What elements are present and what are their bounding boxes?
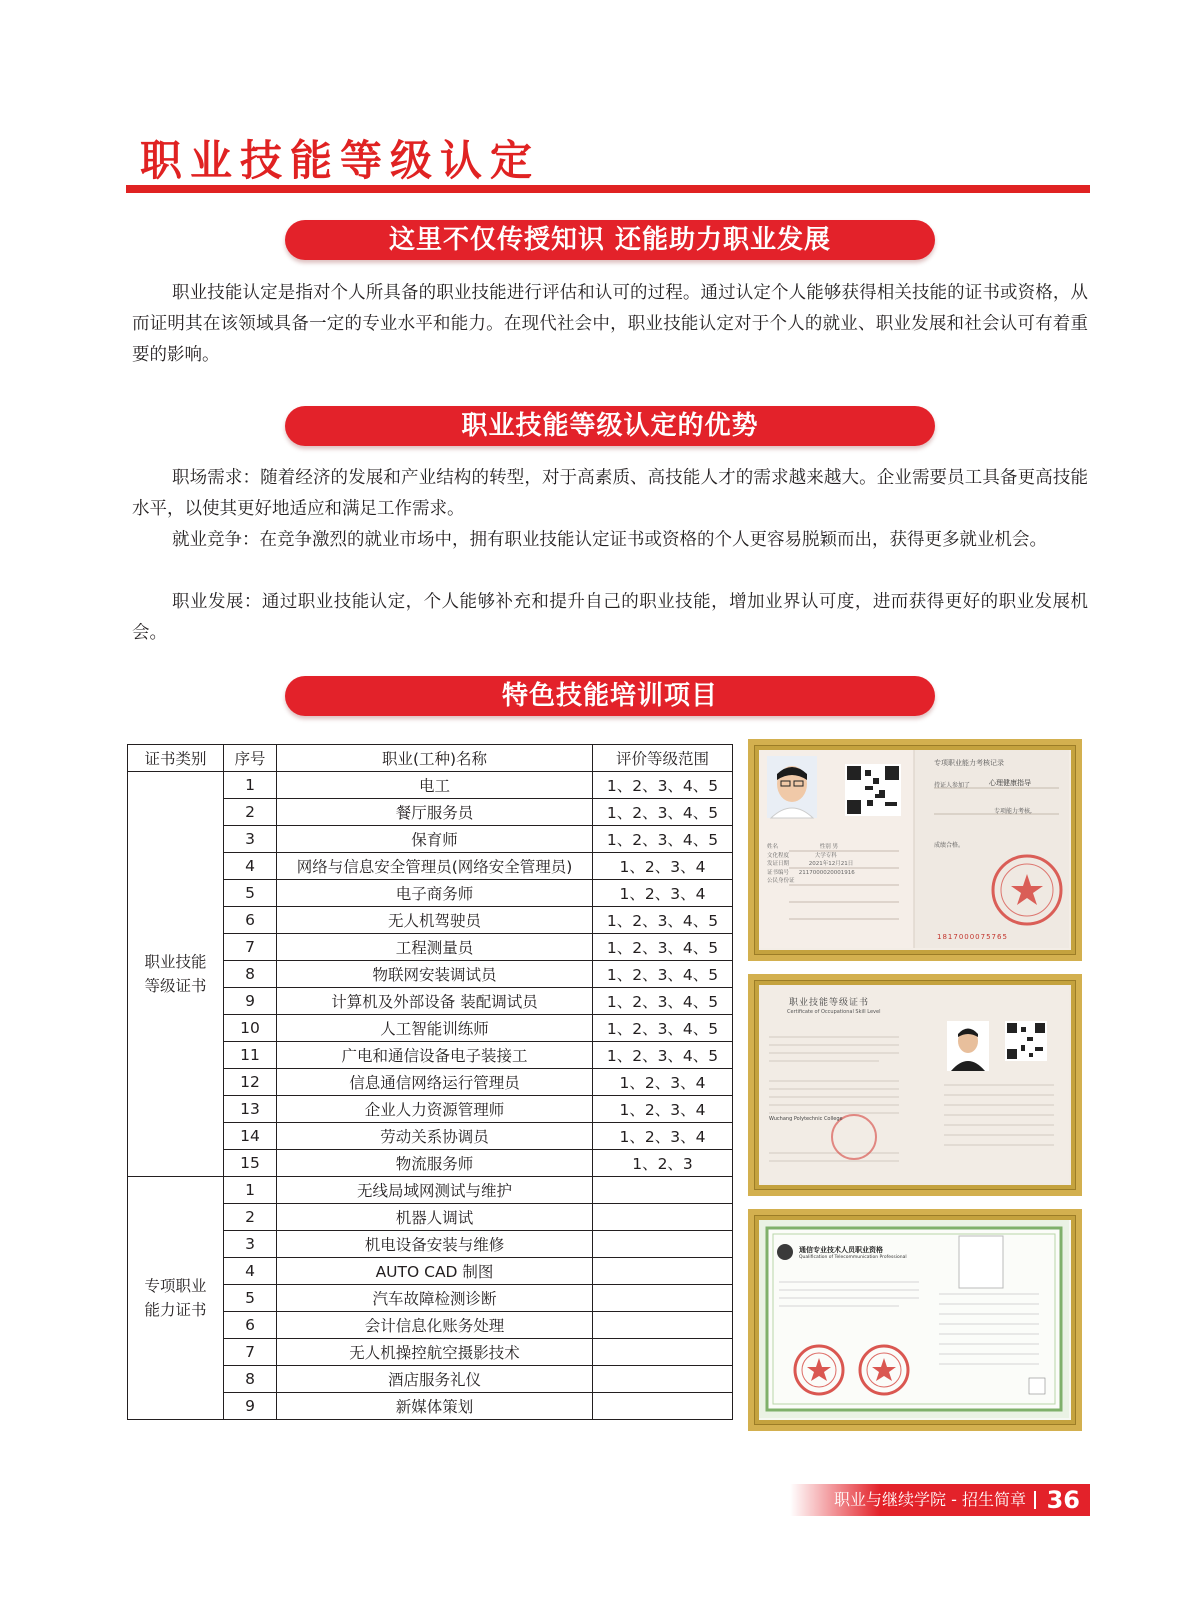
- number-cell: 6: [224, 907, 277, 934]
- category-cell: 专项职业 能力证书: [128, 1177, 224, 1420]
- occupation-cell: 无线局域网测试与维护: [277, 1177, 593, 1204]
- intro-paragraph: 职业技能认定是指对个人所具备的职业技能进行评估和认可的过程。通过认定个人能够获得相关技能的证书或资格，从而证明其在该领域具备一定的专业水平和能力。在现代社会中，职业技能认定对于个人的就业、职业发展和社会认可有着重要的影响。: [132, 283, 1088, 365]
- number-cell: 3: [224, 1231, 277, 1258]
- occupation-cell: 人工智能训练师: [277, 1015, 593, 1042]
- footer-divider: [1034, 1491, 1036, 1509]
- occupation-cell: 汽车故障检测诊断: [277, 1285, 593, 1312]
- number-cell: 8: [224, 961, 277, 988]
- table-row: [128, 1177, 733, 1204]
- level-range-cell: [593, 1393, 733, 1420]
- level-range-cell: 1、2、3、4: [593, 880, 733, 907]
- level-range-cell: 1、2、3、4、5: [593, 826, 733, 853]
- occupation-cell: 物流服务师: [277, 1150, 593, 1177]
- occupation-cell: 餐厅服务员: [277, 799, 593, 826]
- header-number: 序号: [224, 745, 277, 772]
- table-header-row: [128, 745, 733, 772]
- category-cell: 职业技能 等级证书: [128, 772, 224, 1177]
- cert1-field-value: 男: [832, 844, 839, 850]
- occupation-cell: 工程测量员: [277, 934, 593, 961]
- level-range-cell: 1、2、3、4: [593, 853, 733, 880]
- cert1-exam-line: 专项能力考核,: [994, 808, 1032, 815]
- advantage-paragraph-2: 就业竞争：在竞争激烈的就业市场中，拥有职业技能认定证书或资格的个人更容易脱颖而出，获得更多就业机会。: [172, 530, 1047, 550]
- number-cell: 13: [224, 1096, 277, 1123]
- number-cell: 9: [224, 1393, 277, 1420]
- cert1-field-label: 姓名: [767, 844, 779, 850]
- occupation-cell: 保育师: [277, 826, 593, 853]
- cert1-field-value: 2117000020001916: [798, 869, 855, 876]
- level-range-cell: 1、2、3、4: [593, 1123, 733, 1150]
- certificate-image-1: [748, 739, 1082, 961]
- occupation-cell: 劳动关系协调员: [277, 1123, 593, 1150]
- number-cell: 4: [224, 853, 277, 880]
- number-cell: 6: [224, 1312, 277, 1339]
- certificate-image-3: [748, 1209, 1082, 1431]
- level-range-cell: 1、2、3、4: [593, 1096, 733, 1123]
- page-number: 36: [1046, 1486, 1080, 1514]
- level-range-cell: 1、2、3、4、5: [593, 772, 733, 799]
- level-range-cell: 1、2、3: [593, 1150, 733, 1177]
- number-cell: 3: [224, 826, 277, 853]
- occupation-cell: 机器人调试: [277, 1204, 593, 1231]
- number-cell: 7: [224, 1339, 277, 1366]
- occupation-cell: 网络与信息安全管理员(网络安全管理员): [277, 853, 593, 880]
- occupation-cell: 无人机驾驶员: [277, 907, 593, 934]
- cert1-field-label: 性别: [819, 844, 831, 850]
- cert3-title-en: Qualification of Telecommunication Professional: [799, 1255, 907, 1260]
- level-range-cell: 1、2、3、4、5: [593, 1042, 733, 1069]
- level-range-cell: 1、2、3、4、5: [593, 934, 733, 961]
- occupation-cell: 无人机操控航空摄影技术: [277, 1339, 593, 1366]
- occupation-cell: 计算机及外部设备 装配调试员: [277, 988, 593, 1015]
- number-cell: 11: [224, 1042, 277, 1069]
- level-range-cell: [593, 1177, 733, 1204]
- cert1-field-label: 文化程度: [767, 852, 790, 859]
- level-range-cell: 1、2、3、4、5: [593, 988, 733, 1015]
- number-cell: 4: [224, 1258, 277, 1285]
- number-cell: 5: [224, 880, 277, 907]
- advantage-paragraph-1: 职场需求：随着经济的发展和产业结构的转型，对于高素质、高技能人才的需求越来越大。企业需要员工具备更高技能水平，以使其更好地适应和满足工作需求。: [132, 468, 1088, 519]
- cert1-record-title: 专项职业能力考核记录: [934, 759, 1004, 767]
- cert1-field-label: 发证日期: [767, 861, 790, 867]
- occupation-cell: 机电设备安装与维修: [277, 1231, 593, 1258]
- occupation-cell: 电子商务师: [277, 880, 593, 907]
- number-cell: 14: [224, 1123, 277, 1150]
- level-range-cell: [593, 1231, 733, 1258]
- header-occupation: 职业(工种)名称: [277, 745, 593, 772]
- cert1-field-label: 证书编号: [767, 869, 790, 876]
- number-cell: 15: [224, 1150, 277, 1177]
- level-range-cell: [593, 1204, 733, 1231]
- level-range-cell: [593, 1258, 733, 1285]
- number-cell: 1: [224, 1177, 277, 1204]
- occupation-cell: 酒店服务礼仪: [277, 1366, 593, 1393]
- cert1-serial: 1817000075765: [937, 933, 1008, 941]
- number-cell: 7: [224, 934, 277, 961]
- footer-text: 职业与继续学院 - 招生简章: [834, 1490, 1026, 1509]
- cert2-college: Wuchang Polytechnic College: [769, 1116, 843, 1122]
- number-cell: 8: [224, 1366, 277, 1393]
- header-level-range: 评价等级范围: [593, 745, 733, 772]
- cert2-title-en: Certificate of Occupational Skill Level: [787, 1009, 881, 1015]
- cert1-holder-line: 持证人参加了: [934, 782, 971, 789]
- header-category: 证书类别: [128, 745, 224, 772]
- cert1-field-value: 2021年12月21日: [808, 861, 854, 867]
- level-range-cell: 1、2、3、4、5: [593, 961, 733, 988]
- level-range-cell: 1、2、3、4、5: [593, 1015, 733, 1042]
- cert1-result: 成绩合格。: [934, 842, 965, 849]
- cert2-title: 职业技能等级证书: [789, 998, 870, 1008]
- number-cell: 2: [224, 1204, 277, 1231]
- occupation-cell: 会计信息化账务处理: [277, 1312, 593, 1339]
- occupation-cell: 广电和通信设备电子装接工: [277, 1042, 593, 1069]
- page-footer: [790, 1484, 1090, 1516]
- level-range-cell: 1、2、3、4、5: [593, 799, 733, 826]
- occupation-cell: 新媒体策划: [277, 1393, 593, 1420]
- cert1-field-label: 公民身份证: [767, 878, 795, 884]
- section-banner-intro: 这里不仅传授知识 还能助力职业发展: [285, 220, 935, 260]
- number-cell: 1: [224, 772, 277, 799]
- advantage-paragraph-3: 职业发展：通过职业技能认定，个人能够补充和提升自己的职业技能，增加业界认可度，进而获得更好的职业发展机会。: [132, 592, 1088, 643]
- certificate-image-2: [748, 974, 1082, 1196]
- number-cell: 10: [224, 1015, 277, 1042]
- occupation-cell: AUTO CAD 制图: [277, 1258, 593, 1285]
- cert1-course: 心理健康指导: [989, 779, 1031, 787]
- level-range-cell: [593, 1366, 733, 1393]
- section-banner-advantages: 职业技能等级认定的优势: [285, 406, 935, 446]
- level-range-cell: 1、2、3、4、5: [593, 907, 733, 934]
- number-cell: 9: [224, 988, 277, 1015]
- section-banner-programs: 特色技能培训项目: [285, 676, 935, 716]
- cert1-fields: [767, 843, 907, 886]
- page-title: 职业技能等级认定: [140, 136, 541, 185]
- number-cell: 12: [224, 1069, 277, 1096]
- table-row: [128, 772, 733, 799]
- title-rule: [126, 185, 1090, 193]
- level-range-cell: [593, 1285, 733, 1312]
- occupation-cell: 物联网安装调试员: [277, 961, 593, 988]
- level-range-cell: [593, 1312, 733, 1339]
- level-range-cell: [593, 1339, 733, 1366]
- occupation-cell: 电工: [277, 772, 593, 799]
- number-cell: 2: [224, 799, 277, 826]
- cert3-title: 通信专业技术人员职业资格: [799, 1246, 883, 1254]
- occupation-cell: 企业人力资源管理师: [277, 1096, 593, 1123]
- cert1-field-value: 大学专科: [814, 852, 837, 859]
- occupation-cell: 信息通信网络运行管理员: [277, 1069, 593, 1096]
- number-cell: 5: [224, 1285, 277, 1312]
- level-range-cell: 1、2、3、4: [593, 1069, 733, 1096]
- skills-table: [127, 744, 733, 1420]
